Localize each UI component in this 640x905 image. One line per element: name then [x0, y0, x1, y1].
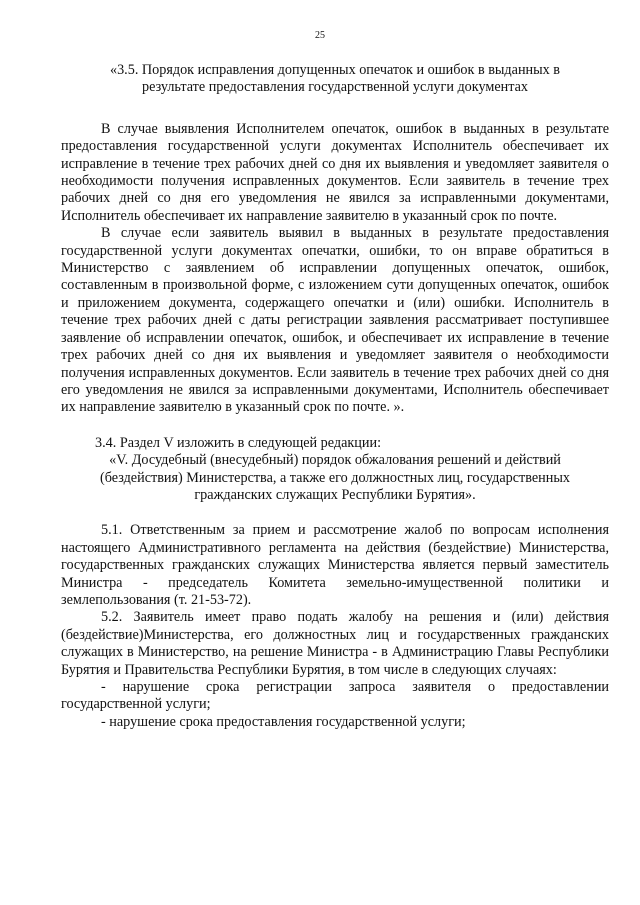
section-3-5-heading — [61, 62, 609, 97]
page-number: 25 — [315, 30, 325, 41]
section-v-heading-line2: (бездействия) Министерства, а также его должностных лиц, государственных — [100, 469, 570, 486]
list-item-registration-deadline: - нарушение срока регистрации запроса заявителя о предоставлении государственной услуги; — [61, 679, 609, 713]
section-3-4-intro: 3.4. Раздел V изложить в следующей редакции: — [95, 434, 382, 451]
section-3-5-paragraph-1: В случае выявления Исполнителем опечаток, ошибок в выданных в результате предоставления государственной услуги документах Исполнитель обеспечивает их исправление в течение трех рабочих дней со дня их выявления и уведомляет заявителя о необходимости получения исправленных документов. Если заявитель в течение трех рабочих дней со дня его уведомления не явился за исправленными документами, Исполнитель обеспечивает их направление заявителю в указанный срок по почте. — [61, 120, 609, 224]
document-body — [61, 62, 609, 731]
section-v-heading-line3: гражданских служащих Республики Бурятия». — [194, 486, 476, 503]
section-3-5-paragraph-2: В случае если заявитель выявил в выданных в результате предоставления государственной услуги документах опечатки, ошибки, то он вправе обратиться в Министерство с заявлением об исправлении допущенных опечаток, ошибок, составленным в произвольной форме, с изложением сути допущенных опечаток, ошибок и приложением документа, содержащего опечатки и (или) ошибки. Исполнитель в течение трех рабочих дней с даты регистрации заявления рассматривает поступившее заявление об исправлении опечаток, ошибок, и обеспечивает их исправление в течение трех рабочих дней со дня их выявления и уведомляет заявителя о необходимости получения исправленных документов. Если заявитель в течение трех рабочих дней со дня его уведомления не явился за исправленными документами, Исполнитель обеспечивает их направление заявителю в указанный срок по почте. ». — [61, 225, 609, 416]
section-v-heading — [61, 452, 609, 504]
section-3-5-heading-line1: «3.5. Порядок исправления допущенных опечаток и ошибок в выданных в — [109, 62, 561, 78]
section-v-heading-line1: «V. Досудебный (внесудебный) порядок обжалования решений и действий — [109, 452, 561, 469]
list-item-service-deadline: - нарушение срока предоставления государственной услуги; — [101, 713, 466, 730]
section-3-5-heading-line2: результате предоставления государственной услуги документах — [142, 79, 528, 96]
paragraph-5-2: 5.2. Заявитель имеет право подать жалобу на решения и (или) действия (бездействие)Министерства, его должностных лиц и государственных гражданских служащих в Министерство, на решение Министра - в Администрацию Главы Республики Бурятия и Правительства Республики Бурятия, в том числе в следующих случаях: — [61, 609, 609, 678]
paragraph-5-1: 5.1. Ответственным за прием и рассмотрение жалоб по вопросам исполнения настоящего Административного регламента на действия (бездействие) Министерства, государственных гражданских служащих Министерства является первый заместитель Министра - председатель Комитета земельно-имущественной политики и землепользования (т. 21-53-72). — [61, 522, 609, 608]
